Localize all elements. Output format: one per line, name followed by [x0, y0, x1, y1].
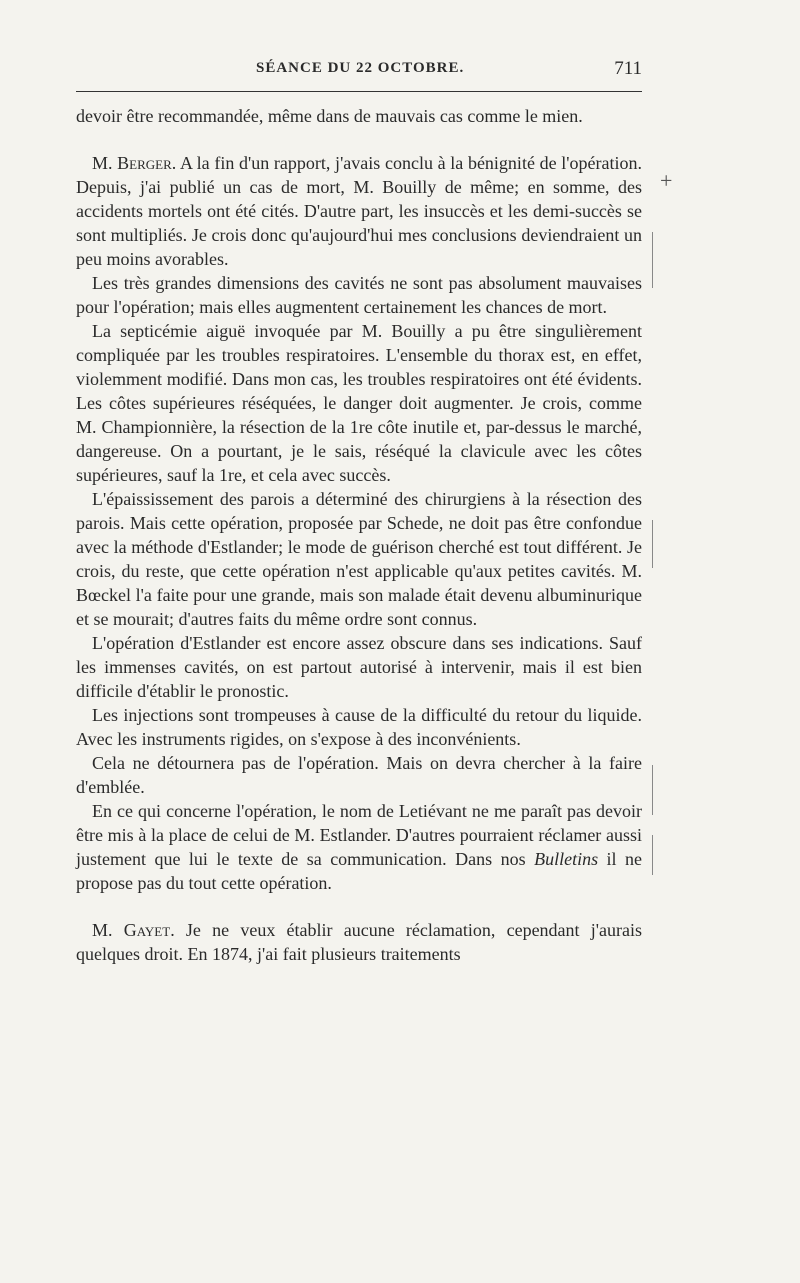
paragraph: L'épaississement des parois a déterminé des chirurgiens à la résection des parois. Mais cette opération, proposée par Schede, ne doit pas être confondue avec la méthode d'Estlander; le mode de guérison cherché est tout différent. Je crois, du reste, que cette opération n'est applicable qu'aux petites cavités. M. Bœckel l'a faite pour une grande, mais son malade était devenu albuminurique et se mourait; d'autres faits du même ordre sont connus. — [76, 489, 642, 629]
paragraph-continuation: devoir être recommandée, même dans de mauvais cas comme le mien. — [76, 106, 583, 126]
paragraph: Les très grandes dimensions des cavités ne sont pas absolument mauvaises pour l'opération; mais elles augmentent certainement les chances de mort. — [76, 273, 642, 317]
italic-title: Bulletins — [534, 849, 599, 869]
margin-bracket-mark — [652, 765, 653, 815]
paragraph — [76, 799, 642, 895]
paragraph-gayet — [76, 918, 642, 966]
running-header — [76, 58, 642, 86]
paragraph: Les injections sont trompeuses à cause de la difficulté du retour du liquide. Avec les instruments rigides, on s'expose à des inconvénients. — [76, 705, 642, 749]
paragraph: L'opération d'Estlander est encore assez obscure dans ses indications. Sauf les immenses cavités, on est partout autorisé à intervenir, mais il est bien difficile d'établir le pronostic. — [76, 633, 642, 701]
margin-bracket-mark — [652, 520, 653, 568]
running-title: SÉANCE DU 22 OCTOBRE. — [256, 60, 465, 76]
speaker-name: M. Gayet. — [92, 920, 175, 940]
paragraph-text: A la fin d'un rapport, j'avais conclu à la bénignité de l'opération. Depuis, j'ai publié un cas de mort, M. Bouilly de même; en somme, des accidents mortels ont été cités. D'autre part, les insuccès et les demi-succès se sont multipliés. Je crois donc qu'aujourd'hui mes conclusions deviendraient un peu moins avorables. — [76, 153, 642, 269]
paragraph: La septicémie aiguë invoquée par M. Bouilly a pu être singulièrement compliquée par les troubles respiratoires. L'ensemble du thorax est, en effet, violemment modifié. Dans mon cas, les troubles respiratoires ont été évidents. Les côtes supérieures réséquées, le danger doit augmenter. Je crois, comme M. Championnière, la résection de la 1re côte inutile et, par-dessus le marché, dangereuse. On a pourtant, je le sais, réséqué la clavicule avec les côtes supérieures, sauf la 1re, et cela avec succès. — [76, 321, 642, 485]
paragraph-text: En ce qui concerne l'opération, le nom de Letiévant ne me paraît pas devoir être mis à la place de celui de M. Estlander. D'autres pourraient réclamer aussi justement que lui le texte de sa communication. Dans nos — [76, 801, 642, 869]
speaker-name: M. Berger. — [92, 153, 177, 173]
paragraph-berger — [76, 151, 642, 271]
paragraph-text: il ne propose pas du tout cette opération. — [76, 849, 643, 893]
margin-bracket-mark — [652, 835, 653, 875]
page-number: 711 — [614, 58, 642, 79]
page-body — [76, 104, 642, 966]
margin-bracket-mark — [652, 232, 653, 288]
margin-plus-mark: + — [660, 168, 673, 193]
paragraph: Cela ne détournera pas de l'opération. Mais on devra chercher à la faire d'emblée. — [76, 753, 642, 797]
paragraph-text: Je ne veux établir aucune réclamation, cependant j'aurais quelques droit. En 1874, j'ai fait plusieurs traitements — [76, 920, 642, 964]
header-rule — [76, 91, 642, 92]
